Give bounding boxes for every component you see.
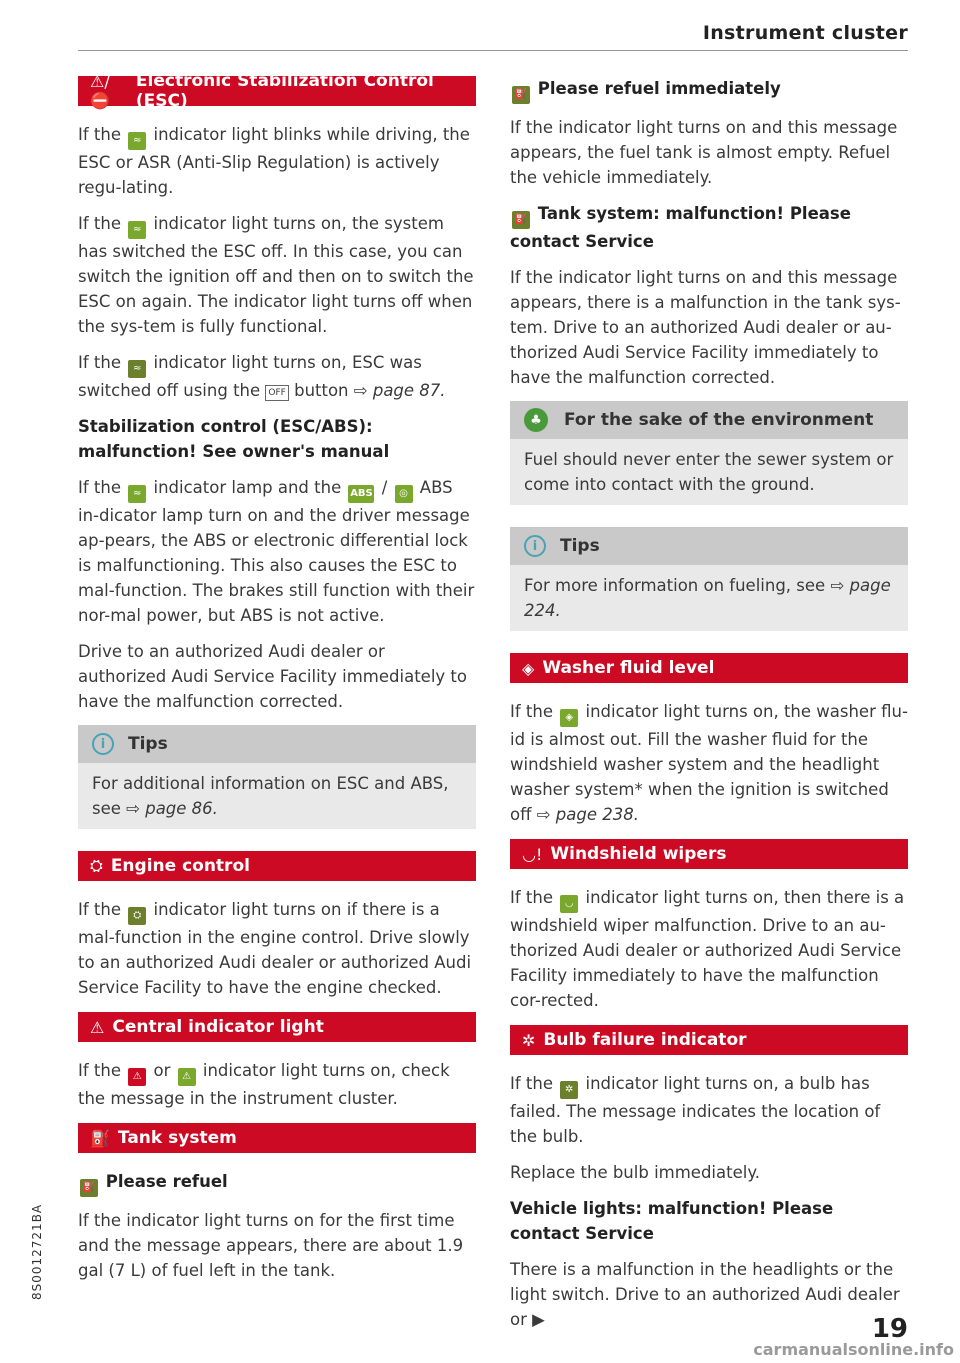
tips-header: i Tips [510,527,908,565]
fuel-pump-icon: ⛽ [90,1128,110,1148]
vehicle-lights-heading: Vehicle lights: malfunction! Please contact Service [510,1199,834,1243]
environment-header: ♣ For the sake of the environment [510,401,908,439]
esc-off-indicator-icon: ≈ [128,360,146,378]
esc-indicator-icon: ≈ [128,485,146,503]
bulb-section-title: Bulb failure indicator [543,1030,747,1050]
engine-icon: ⛭ [90,856,103,875]
abs-circle-indicator-icon: ◎ [395,485,413,503]
environment-body: Fuel should never enter the sewer system or come into contact with the ground. [510,439,908,505]
environment-box [510,401,908,505]
fuel-indicator-icon: ⛽ [80,1179,98,1197]
document-code: 8S0012721BA [30,1203,44,1300]
esc-paragraph-1: If the ≈ indicator light blinks while driving, the ESC or ASR (Anti-Slip Regulation) is actively regu-lating. [78,125,470,197]
refuel-immediately-paragraph: If the indicator light turns on and this message appears, the fuel tank is almost empty. Refuel the vehicle immediately. [510,118,898,187]
right-column [510,76,908,1343]
header-divider [78,50,908,51]
washer-section-band [510,653,908,683]
tank-section-title: Tank system [117,1128,237,1148]
esc-off-button-icon: OFF [265,385,288,401]
fuel-indicator-icon: ⛽ [512,86,530,104]
tips-body: For additional information on ESC and ABS, see ⇨ page 86. [78,763,476,829]
central-paragraph: If the ⚠ or ⚠ indicator light turns on, check the message in the instrument cluster. [78,1061,450,1108]
yellow-warning-indicator-icon: ⚠ [178,1068,196,1086]
central-section-band [78,1012,476,1042]
esc-section-band [78,71,476,111]
wipers-section-title: Windshield wipers [550,844,727,864]
page-reference-link[interactable]: ⇨ page 86. [126,799,218,818]
info-icon: i [524,535,546,557]
tank-malfunction-paragraph: If the indicator light turns on and this message appears, there is a malfunction in the tank sys-tem. Drive to an authorized Audi dealer or au-thorized Audi Service Facility immediately to have the malfunction corrected. [510,268,901,387]
tank-section-band [78,1123,476,1153]
engine-indicator-icon: ⛭ [128,907,146,925]
page-number: 19 [871,1314,908,1344]
tank-malfunction-heading: ⛽ Tank system: malfunction! Please contact Service [510,204,851,251]
stabilization-paragraph-2: Drive to an authorized Audi dealer or authorized Audi Service Facility immediately to have the malfunction corrected. [78,642,467,711]
bulb-icon: ✲ [522,1030,536,1050]
washer-paragraph: If the ◈ indicator light turns on, the washer flu-id is almost out. Fill the washer fluid for the windshield washer system and the headlight washer system* when the ignition is switched off ⇨ page 238. [510,702,908,824]
page-reference-link[interactable]: ⇨ page 238. [536,805,639,824]
esc-indicator-icon: ≈ [128,132,146,150]
info-icon: i [92,733,114,755]
engine-paragraph: If the ⛭ indicator light turns on if there is a mal-function in the engine control. Drive slowly to an authorized Audi dealer or authorized Audi Service Facility to have the engine checked. [78,900,472,997]
refuel-paragraph: If the indicator light turns on for the first time and the message appears, there are about 1.9 gal (7 L) of fuel left in the tank. [78,1211,464,1280]
wipers-section-band [510,839,908,869]
tips-header: i Tips [78,725,476,763]
engine-section-title: Engine control [110,856,250,876]
page-reference-link[interactable]: ⇨ page 87. [353,381,446,400]
red-warning-indicator-icon: ⚠ [128,1068,146,1086]
vehicle-lights-paragraph: There is a malfunction in the headlights or the light switch. Drive to an authorized Audi dealer or ▶ [510,1260,900,1329]
refuel-heading: ⛽ Please refuel [78,1169,476,1197]
fuel-indicator-icon: ⛽ [512,211,530,229]
environment-icon: ♣ [524,408,548,432]
esc-indicator-icon: ≈ [128,221,146,239]
abs-indicator-icon: ABS [348,485,374,503]
refuel-immediately-heading: ⛽ Please refuel immediately [510,76,908,104]
watermark: carmanualsonline.info [753,1340,954,1359]
bulb-section-band [510,1025,908,1055]
washer-indicator-icon: ◈ [560,709,578,727]
washer-icon: ◈ [522,658,535,678]
stabilization-heading: Stabilization control (ESC/ABS): malfunction! See owner's manual [78,417,390,461]
bulb-indicator-icon: ✲ [560,1081,578,1099]
wipers-paragraph: If the ◡ indicator light turns on, then there is a windshield wiper malfunction. Drive to an au-thorized Audi dealer or authorized Audi Service Facility immediately to have the malfunction cor-rected. [510,888,905,1010]
esc-paragraph-3: If the ≈ indicator light turns on, ESC was switched off using the OFF button ⇨ page 87. [78,353,446,400]
esc-icon: ⚠/⛔ [90,72,110,110]
central-section-title: Central indicator light [112,1017,324,1037]
wiper-indicator-icon: ◡ [560,895,578,913]
page-header-title: Instrument cluster [702,22,908,44]
tips-box-left [78,725,476,829]
bulb-paragraph-1: If the ✲ indicator light turns on, a bulb has failed. The message indicates the location of the bulb. [510,1074,881,1146]
tips-body: For more information on fueling, see ⇨ page 224. [510,565,908,631]
stabilization-paragraph-1: If the ≈ indicator lamp and the ABS / ◎ ABS in-dicator lamp turn on and the driver message ap-pears, the ABS or electronic differential lock is malfunctioning. This also causes the ESC to mal-function. The brakes still function with their nor-mal power, but ABS is not active. [78,478,475,625]
bulb-paragraph-2: Replace the bulb immediately. [510,1163,760,1182]
warning-triangle-icon: ⚠ [90,1017,105,1037]
washer-section-title: Washer fluid level [542,658,715,678]
esc-section-title: Electronic Stabilization Control (ESC) [135,71,434,111]
left-column [78,71,476,1294]
tips-box-right [510,527,908,631]
page-reference-link[interactable]: ⇨ page 224. [524,576,891,620]
engine-section-band [78,851,476,881]
wiper-icon: ◡! [522,844,543,864]
esc-paragraph-2: If the ≈ indicator light turns on, the system has switched the ESC off. In this case, you can switch the ignition off and then on to switch the ESC on again. The indicator light turns off when the sys-tem is fully functional. [78,214,474,336]
